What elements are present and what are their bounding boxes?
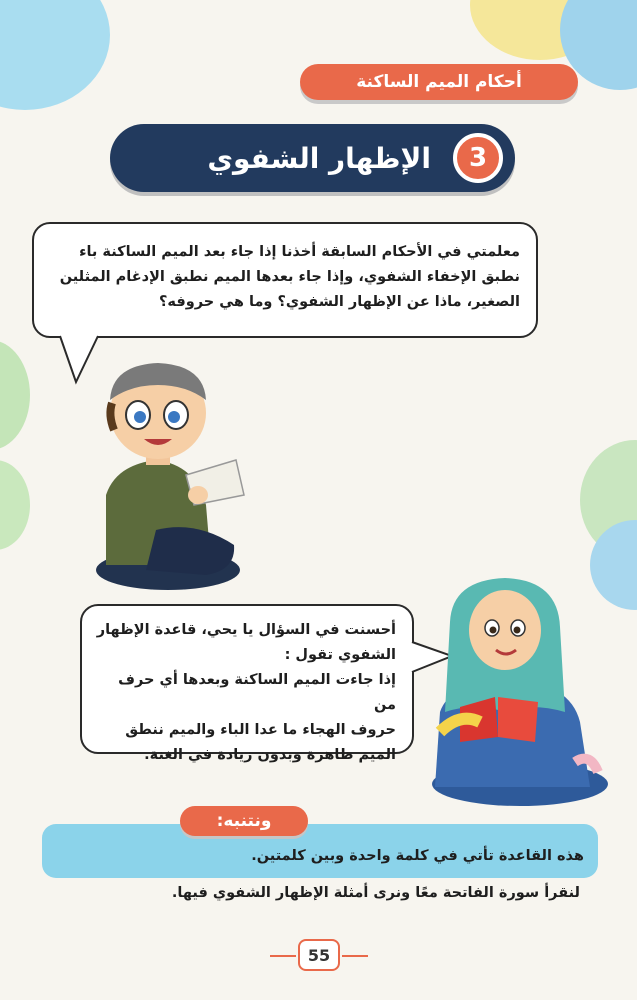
page-number-area xyxy=(270,935,370,975)
section-header xyxy=(300,64,578,100)
decor-blob-green-left xyxy=(0,340,30,450)
boy-speech-bubble xyxy=(32,222,538,338)
page-number-line-right xyxy=(342,955,368,957)
page-number-line-left xyxy=(270,955,296,957)
girl-speech-bubble xyxy=(80,604,414,763)
instruction-text: لنقرأ سورة الفاتحة معًا ونرى أمثلة الإظهار الشفوي فيها. xyxy=(171,885,580,901)
note-label: ونتنبه: xyxy=(216,811,272,831)
bubble-line: أحسنت في السؤال يا يحي، قاعدة الإظهار xyxy=(96,622,396,638)
bubble-line: الشفوي تقول : xyxy=(284,646,396,663)
lesson-number-badge: 3 xyxy=(453,133,503,183)
note-label-pill xyxy=(180,806,308,836)
lesson-title-bar xyxy=(110,124,515,192)
decor-blob-green-left2 xyxy=(0,460,30,550)
bubble-line: الميم ظاهرة وبدون زيادة في الغنة. xyxy=(144,746,396,763)
page-number: 55 xyxy=(298,939,340,971)
decor-blob-blue-topleft xyxy=(0,0,110,110)
boy-reading-illustration xyxy=(86,355,256,595)
note-box xyxy=(42,824,598,878)
bubble-line: حروف الهجاء ما عدا الباء والميم ننطق xyxy=(125,721,396,738)
lesson-title: الإظهار الشفوي xyxy=(207,141,431,175)
bubble-line: إذا جاءت الميم الساكنة وبعدها أي حرف من xyxy=(118,671,396,713)
bubble-line: نطبق الإخفاء الشفوي، وإذا جاء بعدها الميم نطبق الإدغام المثلين xyxy=(59,268,520,285)
section-title: أحكام الميم الساكنة xyxy=(356,72,522,92)
girl-reading-illustration xyxy=(420,562,610,812)
bubble-line: معلمتي في الأحكام السابقة أخذنا إذا جاء بعد الميم الساكنة باء xyxy=(79,244,520,260)
bubble-line: الصغير، ماذا عن الإظهار الشفوي؟ وما هي حروفه؟ xyxy=(159,293,520,310)
note-text: هذه القاعدة تأتي في كلمة واحدة وبين كلمتين. xyxy=(251,848,584,864)
